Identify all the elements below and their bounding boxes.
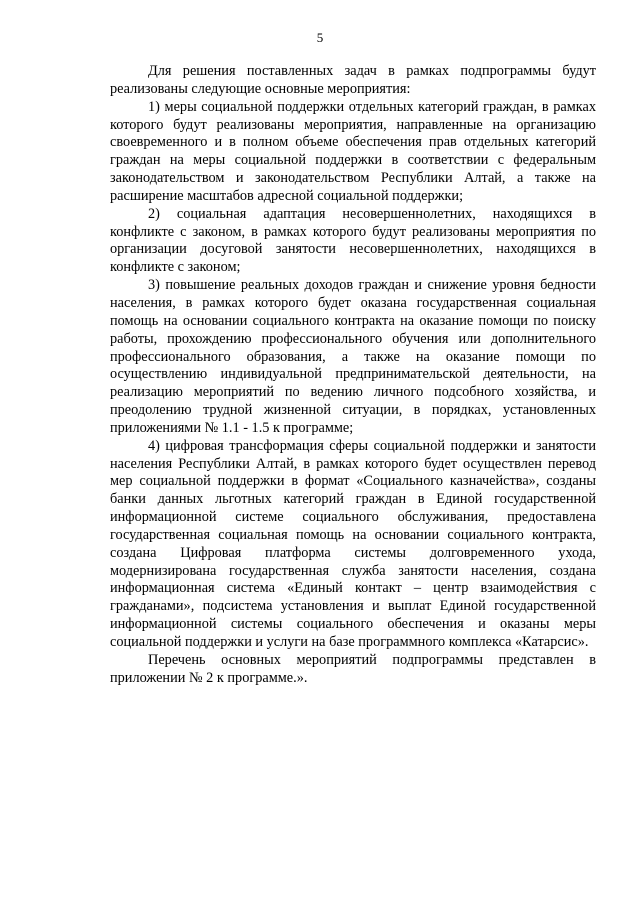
- paragraph-conclusion: Перечень основных мероприятий подпрограммы представлен в приложении № 2 к программе.».: [110, 651, 596, 686]
- paragraph-item-3: 3) повышение реальных доходов граждан и снижение уровня бедности населения, в рамках которого будет оказана государственная социальная помощь на основании социального контракта на оказание помощи по поиску работы, прохождению профессионального обучения или дополнительного профессионального образования, а также на оказание помощи по осуществлению индивидуальной предпринимательской деятельности, на реализацию мероприятий по ведению личного подсобного хозяйства, и преодолению трудной жизненной ситуации, в порядках, установленных приложениями № 1.1 - 1.5 к программе;: [110, 277, 596, 436]
- paragraph-item-2: 2) социальная адаптация несовершеннолетних, находящихся в конфликте с законом, в рамках которого будут реализованы мероприятия по организации досуговой занятости несовершеннолетних, находящихся в конфликте с законом;: [110, 205, 596, 276]
- paragraph-item-1: 1) меры социальной поддержки отдельных категорий граждан, в рамках которого будут реализованы мероприятия, направленные на организацию своевременного и в полном объеме обеспечения прав отдельных категорий граждан на меры социальной поддержки в соответствии с федеральным законодательством и законодательством Республики Алтай, а также на расширение масштабов адресной социальной поддержки;: [110, 98, 596, 204]
- page-number: 5: [316, 30, 324, 45]
- paragraph-item-4: 4) цифровая трансформация сферы социальной поддержки и занятости населения Республики Алтай, в рамках которого будет осуществлен перевод мер социальной поддержки в формат «Социального казначейства», созданы банки данных льготных категорий граждан в Единой государственной информационной системе социального обслуживания, предоставлена государственная социальная помощь на основании социального контракта, создана Цифровая платформа системы долговременного ухода, модернизирована государственная служба занятости населения, создана информационная система «Единый контакт – центр взаимодействия с гражданами», подсистема установления и выплат Единой государственной информационной системы социального обеспечения и оказаны меры социальной поддержки и услуги на базе программного комплекса «Катарсис».: [110, 437, 596, 650]
- paragraph-intro: Для решения поставленных задач в рамках подпрограммы будут реализованы следующие основные мероприятия:: [110, 63, 596, 97]
- document-body: [110, 63, 596, 688]
